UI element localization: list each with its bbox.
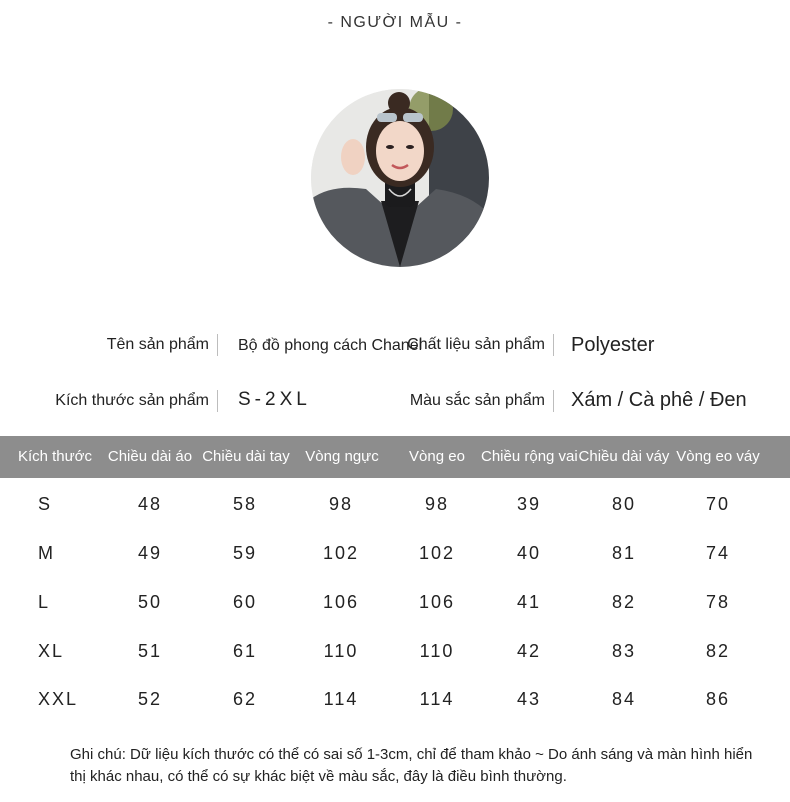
row-m-size: M: [38, 543, 55, 563]
header-bust: Vòng ngực: [305, 448, 379, 465]
row-xxl-bust: 114: [323, 689, 359, 709]
row-xl-size: XL: [38, 641, 65, 661]
disclaimer-note: Ghi chú: Dữ liệu kích thước có thể có sai số 1-3cm, chỉ để tham khảo ~ Do ánh sáng và màn hình hiển thị khác nhau, có thể có sự khác biệt về màu sắc, đây là điều bình thường.: [70, 746, 753, 785]
row-m-waist: 102: [418, 543, 456, 563]
row-xxl-top-length: 52: [137, 689, 163, 709]
header-size: Kích thước: [17, 448, 93, 465]
row-m-bust: 102: [322, 543, 360, 563]
row-xxl-skirt-length: 84: [611, 689, 637, 709]
material-value: Polyester: [571, 334, 655, 356]
row-s-bust: 98: [328, 494, 354, 514]
section-title: - NGƯỜI MẪU -: [327, 14, 463, 31]
size-table-header: [0, 436, 790, 478]
row-l-sleeve-length: 60: [232, 592, 258, 612]
row-xl-skirt-waist: 82: [705, 641, 731, 661]
header-sleeve-length: Chiều dài tay: [202, 448, 290, 465]
model-portrait-image: [311, 89, 489, 267]
row-l-size: L: [38, 592, 51, 612]
row-l-shoulder: 41: [516, 592, 542, 612]
row-xxl-skirt-waist: 86: [705, 689, 731, 709]
row-s-waist: 98: [424, 494, 450, 514]
color-label: Màu sắc sản phẩm: [410, 390, 554, 412]
product-name-value: Bộ đồ phong cách Chanel: [238, 337, 423, 354]
row-s-top-length: 48: [137, 494, 163, 514]
header-waist: Vòng eo: [409, 448, 465, 465]
row-s-skirt-length: 80: [611, 494, 637, 514]
row-l-top-length: 50: [137, 592, 163, 612]
header-skirt-length: Chiều dài váy: [578, 448, 670, 465]
row-xxl-waist: 114: [419, 689, 455, 709]
row-xl-shoulder: 42: [516, 641, 542, 661]
header-skirt-waist: Vòng eo váy: [676, 448, 760, 465]
row-xl-sleeve-length: 61: [232, 641, 258, 661]
row-xxl-sleeve-length: 62: [232, 689, 258, 709]
model-photo: [311, 89, 489, 267]
row-m-top-length: 49: [137, 543, 163, 563]
color-value: Xám / Cà phê / Đen: [571, 389, 747, 411]
size-label: Kích thước sản phẩm: [55, 390, 218, 412]
row-s-sleeve-length: 58: [232, 494, 258, 514]
row-l-skirt-waist: 78: [705, 592, 731, 612]
product-name-label: Tên sản phẩm: [107, 334, 218, 356]
material-label: Chất liệu sản phẩm: [407, 334, 554, 356]
row-s-size: S: [38, 494, 53, 514]
header-shoulder-width: Chiều rộng vai: [481, 448, 578, 465]
row-xl-skirt-length: 83: [611, 641, 637, 661]
row-m-shoulder: 40: [516, 543, 542, 563]
row-m-sleeve-length: 59: [232, 543, 258, 563]
row-l-bust: 106: [322, 592, 360, 612]
row-xxl-shoulder: 43: [516, 689, 542, 709]
row-s-skirt-waist: 70: [705, 494, 731, 514]
row-l-waist: 106: [418, 592, 456, 612]
row-xl-top-length: 51: [137, 641, 163, 661]
row-m-skirt-length: 81: [611, 543, 637, 563]
row-xl-bust: 110: [323, 641, 359, 661]
header-top-length: Chiều dài áo: [107, 448, 193, 465]
row-m-skirt-waist: 74: [705, 543, 731, 563]
row-l-skirt-length: 82: [611, 592, 637, 612]
row-xl-waist: 110: [419, 641, 455, 661]
row-xxl-size: XXL: [38, 689, 79, 709]
row-s-shoulder: 39: [516, 494, 542, 514]
size-value: S-2XL: [238, 389, 311, 410]
